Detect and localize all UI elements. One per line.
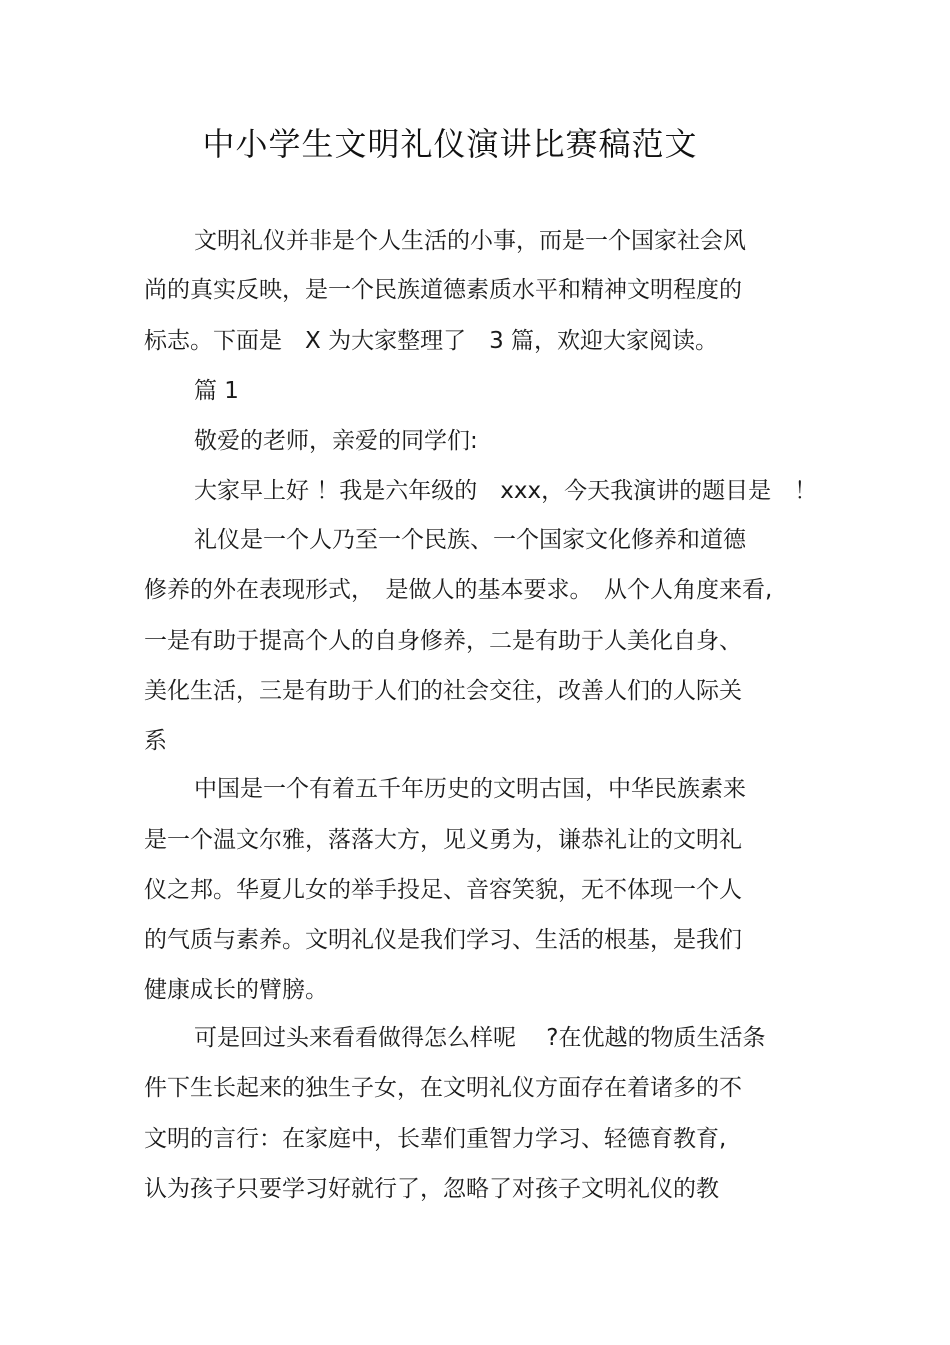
paragraph-line: 礼仪是一个人乃至一个民族、一个国家文化修养和道德 bbox=[194, 527, 746, 553]
paragraph-line: 尚的真实反映，是一个民族道德素质水平和精神文明程度的 bbox=[144, 277, 742, 303]
paragraph-line: 文明的言行：在家庭中，长辈们重智力学习、轻德育教育, bbox=[144, 1126, 727, 1152]
paragraph-line: 的气质与素养。文明礼仪是我们学习、生活的根基，是我们 bbox=[144, 927, 742, 953]
paragraph-line: 中国是一个有着五千年历史的文明古国，中华民族素来 bbox=[194, 776, 746, 802]
paragraph-line: 修养的外在表现形式， 是做人的基本要求。 从个人角度来看, bbox=[144, 577, 773, 603]
paragraph-line: 认为孩子只要学习好就行了，忽略了对孩子文明礼仪的教 bbox=[144, 1176, 719, 1202]
paragraph-line: 美化生活，三是有助于人们的社会交往，改善人们的人际关 bbox=[144, 678, 742, 704]
paragraph-line: 系 bbox=[144, 728, 167, 754]
paragraph-line: 可是回过头来看看做得怎么样呢 ?在优越的物质生活条 bbox=[194, 1025, 766, 1051]
paragraph-line: 一是有助于提高个人的自身修养，二是有助于人美化自身、 bbox=[144, 628, 742, 654]
paragraph-line: 健康成长的臂膀。 bbox=[144, 977, 328, 1003]
section-heading: 篇 1 bbox=[194, 378, 239, 404]
paragraph-line: 文明礼仪并非是个人生活的小事，而是一个国家社会风 bbox=[194, 228, 746, 254]
paragraph-line: 仪之邦。华夏儿女的举手投足、音容笑貌，无不体现一个人 bbox=[144, 877, 742, 903]
paragraph-line: 是一个温文尔雅，落落大方，见义勇为，谦恭礼让的文明礼 bbox=[144, 827, 742, 853]
paragraph-line: 标志。下面是 X 为大家整理了 3 篇，欢迎大家阅读。 bbox=[144, 328, 719, 354]
document-title: 中小学生文明礼仪演讲比赛稿范文 bbox=[202, 125, 698, 163]
paragraph-line: 大家早上好 ！我是六年级的 xxx，今天我演讲的题目是 ！ bbox=[194, 478, 818, 504]
salutation-line: 敬爱的老师，亲爱的同学们: bbox=[194, 428, 478, 454]
paragraph-line: 件下生长起来的独生子女，在文明礼仪方面存在着诸多的不 bbox=[144, 1075, 742, 1101]
